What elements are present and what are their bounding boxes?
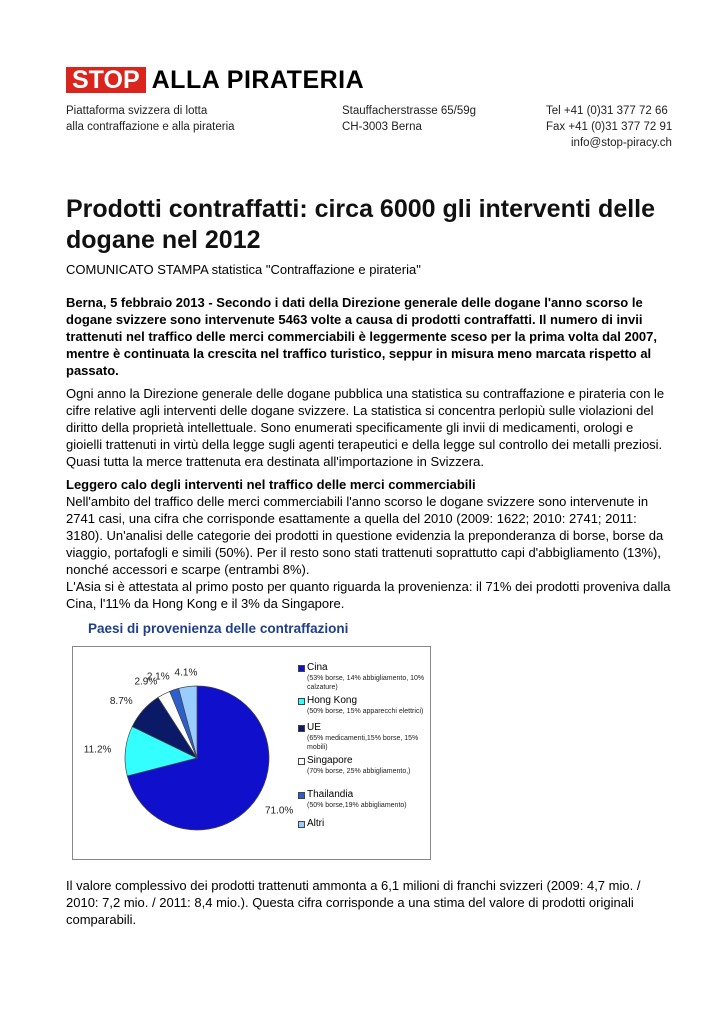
data-label-ue: 8.7%: [109, 695, 133, 707]
legend-swatch-altri: [298, 821, 305, 828]
section-heading: Leggero calo degli interventi nel traffico delle merci commerciabili: [66, 477, 476, 492]
org-line-2: alla contraffazione e alla pirateria: [66, 121, 235, 133]
legend-label-hong-kong: Hong Kong: [307, 695, 358, 706]
legend-item-hong-kong: [298, 695, 435, 716]
legend-swatch-cina: [298, 665, 305, 672]
legend-label-singapore: Singapore: [307, 755, 353, 766]
data-label-altri: 4.1%: [174, 667, 198, 679]
legend-label-thailandia: Thailandia: [307, 789, 354, 800]
legend-label-cina: Cina: [307, 662, 328, 673]
contact-block: [546, 103, 672, 151]
organization-block: [66, 103, 235, 135]
data-label-cina: 71.0%: [264, 805, 294, 817]
press-release-subtitle: COMUNICATO STAMPA statistica "Contraffazione e pirateria": [66, 262, 421, 277]
legend-item-altri: [298, 818, 324, 830]
legend-detail-singapore: (70% borse, 25% abbigliamento,): [307, 768, 411, 775]
fax-line: Fax +41 (0)31 377 72 91: [546, 121, 673, 133]
address-line-2: CH-3003 Berna: [342, 121, 422, 133]
email-link[interactable]: info@stop-piracy.ch: [571, 137, 672, 149]
legend-item-cina: [298, 662, 435, 692]
legend-label-ue: UE: [307, 722, 321, 733]
legend-swatch-hong-kong: [298, 698, 305, 705]
body-paragraph-1: Ogni anno la Direzione generale delle dogane pubblica una statistica su contraffazione e pirateria con le cifre relative agli interventi delle dogane svizzere. La statistica si concentra perlopiù sulle violazioni del diritto della proprietà intellettuale. Sono enumerati specificamente gli invii di medicamenti, orologi e gioielli trattenuti in virtù della legge sugli agenti terapeutici e della legge sul controllo dei metalli preziosi. Quasi tutta la merce trattenuta era destinata all'importazione in Svizzera.: [66, 386, 665, 469]
org-line-1: Piattaforma svizzera di lotta: [66, 105, 208, 117]
legend-detail-hong-kong: (50% borse, 15% apparecchi elettrici): [307, 708, 424, 715]
legend-item-thailandia: [298, 789, 435, 810]
logo-stop-mark: STOP: [66, 67, 146, 93]
body-paragraph-4: Il valore complessivo dei prodotti trattenuti ammonta a 6,1 milioni di franchi svizzeri (2009: 4,7 mio. / 2010: 7,2 mio. / 2011: 8,4 mio.). Questa cifra corrisponde a una stima del valore di prodotti originali comparabili.: [66, 878, 641, 927]
address-line-1: Stauffacherstrasse 65/59g: [342, 105, 477, 117]
data-label-hong-kong: 11.2%: [83, 744, 112, 756]
legend-detail-thailandia: (50% borse,19% abbigliamento): [307, 802, 407, 809]
legend-swatch-thailandia: [298, 792, 305, 799]
legend-item-ue: [298, 722, 435, 752]
logo-wordmark: ALLA PIRATERIA: [151, 66, 365, 94]
legend-label-altri: Altri: [307, 818, 325, 829]
legend-detail-cina: (53% borse, 14% abbigliamento, 10% calzature): [307, 675, 425, 691]
body-paragraph-2: Nell'ambito del traffico delle merci commerciabili l'anno scorso le dogane svizzere sono intervenute in 2741 casi, una cifra che corrisponde esattamente a quella del 2010 (2009: 1622; 2010: 2741; 2011: 3180). Un'analisi delle categorie dei prodotti in questione evidenzia la preponderanza di borse, borse da viaggio, portafogli e simili (50%). Per il resto sono stati trattenuti soprattutto capi d'abbigliamento (13%), nonché accessori e scarpe (entrambi 8%).: [66, 494, 664, 577]
legend-item-singapore: [298, 755, 435, 776]
phone-line: Tel +41 (0)31 377 72 66: [546, 105, 668, 117]
legend-detail-ue: (65% medicamenti,15% borse, 15% mobili): [307, 735, 419, 751]
stop-piracy-logo: [66, 67, 364, 93]
chart-title: Paesi di provenienza delle contraffazioni: [88, 621, 349, 636]
legend-swatch-singapore: [298, 758, 305, 765]
body-paragraph-3: L'Asia si è attestata al primo posto per quanto riguarda la provenienza: il 71% dei prodotti proveniva dalla Cina, l'11% da Hong Kong e il 3% da Singapore.: [66, 579, 671, 611]
page-title: Prodotti contraffatti: circa 6000 gli interventi delle dogane nel 2012: [66, 195, 656, 254]
data-label-singapore: 2.9%: [134, 676, 158, 688]
data-label-thailandia: 2.1%: [146, 671, 170, 683]
address-block: [342, 103, 476, 135]
legend-swatch-ue: [298, 725, 305, 732]
lead-paragraph: Berna, 5 febbraio 2013 - Secondo i dati della Direzione generale delle dogane l'anno scorso le dogane svizzere sono intervenute 5463 volte a causa di prodotti contraffatti. Il numero di invii trattenuti nel traffico delle merci commerciabili è leggermente sceso per la prima volta dal 2007, mentre è continuata la crescita nel traffico turistico, seppur in misura meno marcata rispetto al passato.: [66, 295, 657, 378]
